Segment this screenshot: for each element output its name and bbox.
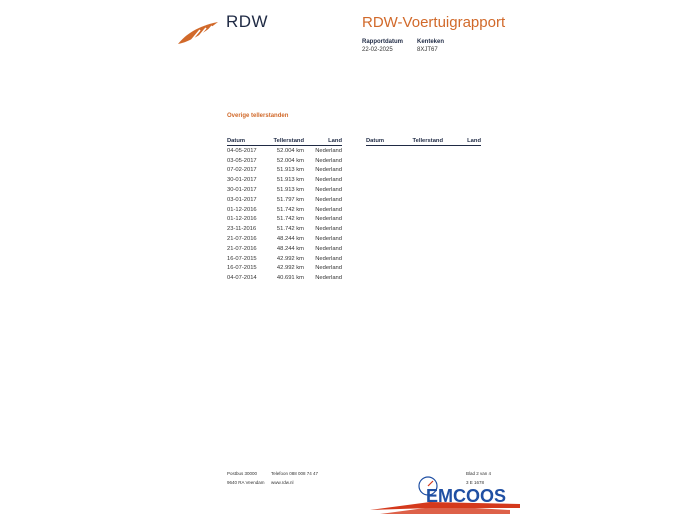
rapportdatum-label: Rapportdatum <box>362 39 403 45</box>
cell-datum: 16-07-2015 <box>227 265 257 272</box>
cell-tellerstand: 48.244 km <box>276 236 304 243</box>
cell-land: Nederland <box>315 187 342 194</box>
cell-datum: 21-07-2016 <box>227 236 257 243</box>
cell-tellerstand: 51.742 km <box>276 216 304 223</box>
emcoos-logo-icon <box>370 472 530 514</box>
table-row <box>227 156 342 166</box>
table-row <box>227 244 342 254</box>
table-header-row <box>227 138 342 146</box>
table-row <box>227 215 342 225</box>
cell-tellerstand: 52.004 km <box>276 157 304 164</box>
cell-tellerstand: 51.913 km <box>276 167 304 174</box>
cell-tellerstand: 51.797 km <box>276 196 304 203</box>
cell-land: Nederland <box>315 196 342 203</box>
report-title: RDW-Voertuigrapport <box>362 14 506 31</box>
cell-datum: 01-12-2016 <box>227 206 257 213</box>
cell-land: Nederland <box>315 226 342 233</box>
table-row <box>227 166 342 176</box>
cell-land: Nederland <box>315 147 342 154</box>
column-header-tellerstand: Tellerstand <box>408 138 443 146</box>
footer-website: www.rdw.nl <box>271 480 294 485</box>
cell-land: Nederland <box>315 206 342 213</box>
cell-tellerstand: 51.742 km <box>276 226 304 233</box>
cell-datum: 23-11-2016 <box>227 226 257 233</box>
cell-tellerstand: 51.742 km <box>276 206 304 213</box>
table-row <box>227 264 342 274</box>
table-row <box>227 195 342 205</box>
cell-tellerstand: 40.691 km <box>276 275 304 282</box>
footer-address: 9640 RA Veendam <box>227 480 265 485</box>
cell-land: Nederland <box>315 245 342 252</box>
cell-datum: 01-12-2016 <box>227 216 257 223</box>
table-row <box>227 254 342 264</box>
cell-datum: 21-07-2016 <box>227 245 257 252</box>
cell-datum: 30-01-2017 <box>227 187 257 194</box>
cell-tellerstand: 52.004 km <box>276 147 304 154</box>
cell-land: Nederland <box>315 177 342 184</box>
cell-tellerstand: 51.913 km <box>276 177 304 184</box>
cell-datum: 03-01-2017 <box>227 196 257 203</box>
footer-page: Blad 2 van 4 <box>466 471 492 476</box>
cell-land: Nederland <box>315 167 342 174</box>
emcoos-logo-text: EMCOOS <box>426 486 507 506</box>
cell-land: Nederland <box>315 157 342 164</box>
cell-tellerstand: 48.244 km <box>276 245 304 252</box>
cell-tellerstand: 42.992 km <box>276 255 304 262</box>
kenteken-value: 8XJT67 <box>417 47 438 53</box>
section-title: Overige tellerstanden <box>227 113 289 119</box>
rapportdatum-value: 22-02-2025 <box>362 47 393 53</box>
column-header-land: Land <box>443 138 481 146</box>
table-row <box>227 185 342 195</box>
odometer-table-right <box>366 138 481 146</box>
table-row <box>227 205 342 215</box>
odometer-table <box>227 138 342 283</box>
cell-datum: 16-07-2015 <box>227 255 257 262</box>
cell-datum: 30-01-2017 <box>227 177 257 184</box>
cell-land: Nederland <box>315 236 342 243</box>
footer-code: 3 E 1678 <box>466 480 485 485</box>
table-row <box>227 224 342 234</box>
cell-datum: 04-05-2017 <box>227 147 257 154</box>
cell-land: Nederland <box>315 265 342 272</box>
cell-land: Nederland <box>315 275 342 282</box>
cell-land: Nederland <box>315 255 342 262</box>
column-header-land: Land <box>304 138 342 146</box>
cell-datum: 03-05-2017 <box>227 157 257 164</box>
rdw-logo-icon <box>176 20 220 46</box>
cell-datum: 04-07-2014 <box>227 275 257 282</box>
footer-telefoon: Telefoon 088 008 74 47 <box>271 471 319 476</box>
table-row <box>227 234 342 244</box>
table-header-row <box>366 138 481 146</box>
cell-land: Nederland <box>315 216 342 223</box>
column-header-datum: Datum <box>227 138 269 146</box>
brand-name: RDW <box>226 12 269 31</box>
footer-postbus: Postbus 30000 <box>227 471 258 476</box>
kenteken-label: Kenteken <box>417 39 445 45</box>
column-header-datum: Datum <box>366 138 408 146</box>
table-row <box>227 175 342 185</box>
cell-datum: 07-02-2017 <box>227 167 257 174</box>
table-row <box>227 273 342 283</box>
table-row <box>227 146 342 156</box>
cell-tellerstand: 42.992 km <box>276 265 304 272</box>
column-header-tellerstand: Tellerstand <box>269 138 304 146</box>
cell-tellerstand: 51.913 km <box>276 187 304 194</box>
